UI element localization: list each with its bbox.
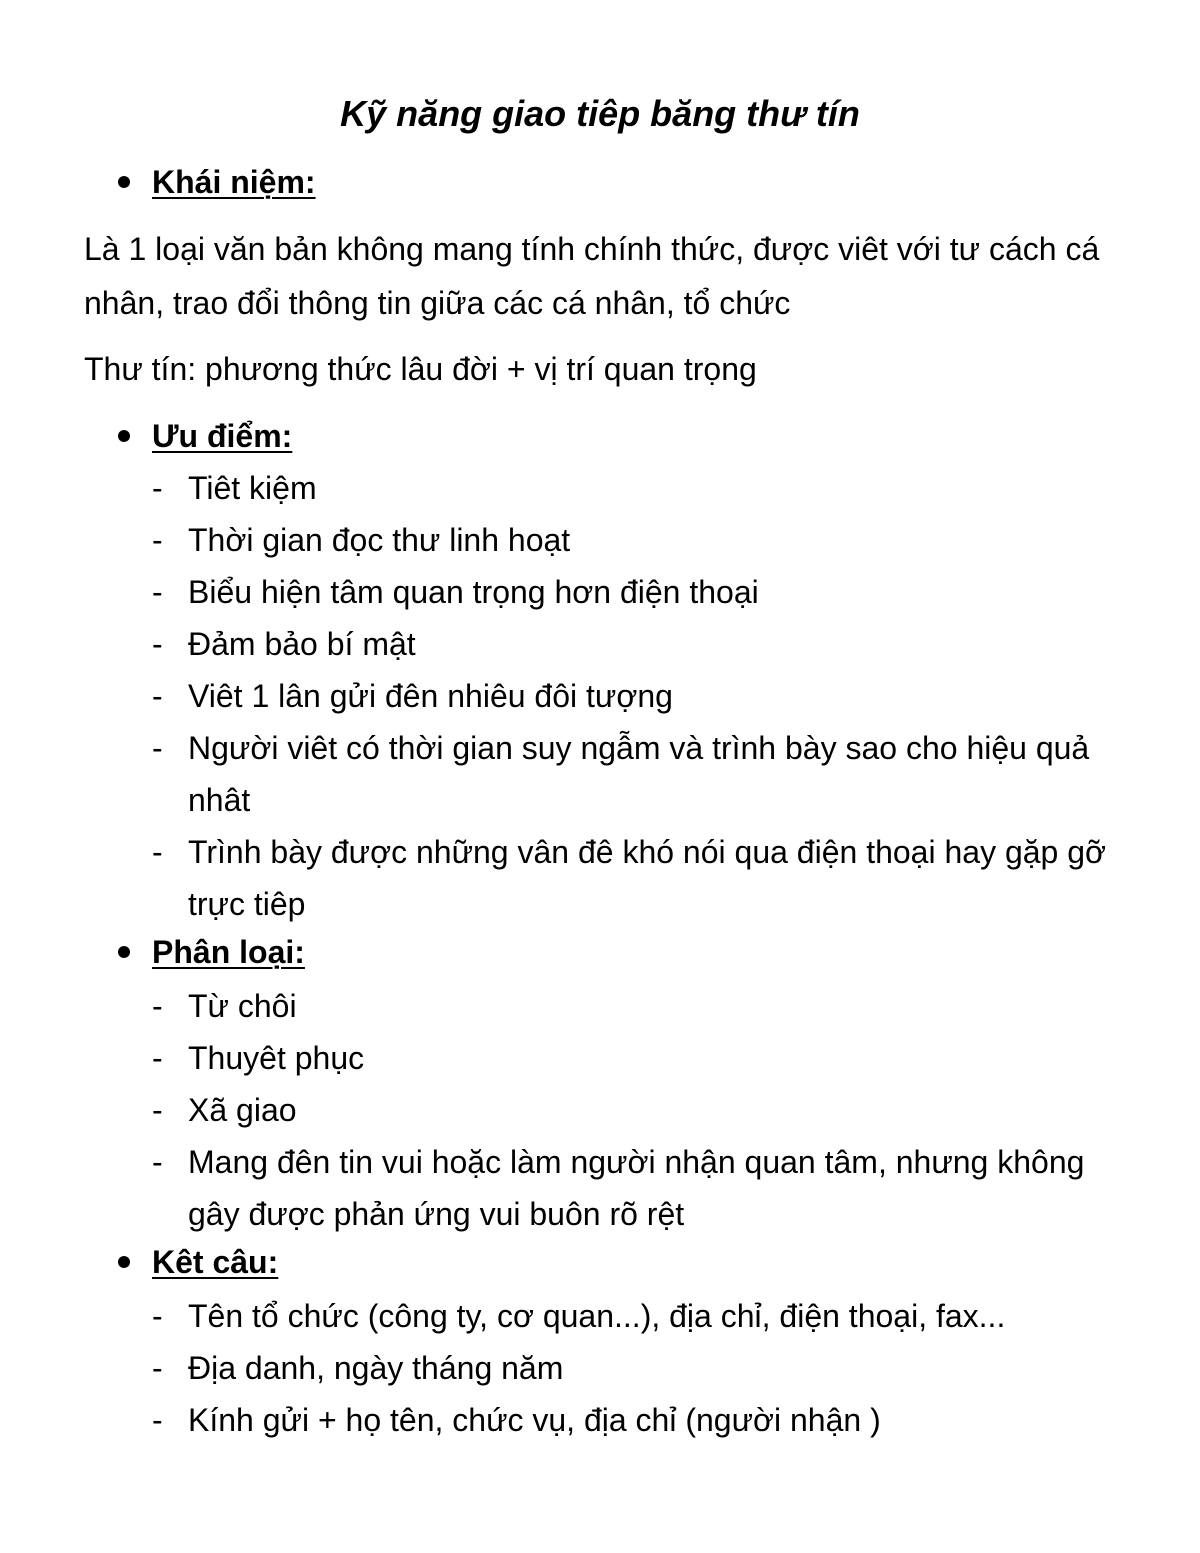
document-title: Kỹ năng giao tiêp băng thư tín bbox=[340, 93, 860, 134]
list-item bbox=[152, 722, 1112, 826]
dash-marker: - bbox=[152, 1040, 163, 1076]
list-item bbox=[152, 462, 1112, 514]
dash-marker: - bbox=[152, 626, 163, 662]
dash-marker: - bbox=[152, 678, 163, 714]
list-item bbox=[152, 1136, 1112, 1240]
dash-marker: - bbox=[152, 1144, 163, 1180]
list-item-text: Viêt 1 lân gửi đên nhiêu đôi tượng bbox=[188, 678, 673, 714]
section-heading-uu-diem bbox=[118, 412, 292, 460]
list-item-text: Thời gian đọc thư linh hoạt bbox=[188, 522, 571, 558]
section-heading-ket-cau bbox=[118, 1238, 278, 1286]
bullet-icon bbox=[118, 176, 130, 188]
list-item-text: Tiêt kiệm bbox=[188, 470, 317, 506]
list-item-text: Người viêt có thời gian suy ngẫm và trình bày sao cho hiệu quả nhât bbox=[188, 730, 1090, 818]
list-item bbox=[152, 566, 1112, 618]
list-item bbox=[152, 670, 1112, 722]
list-item bbox=[152, 1290, 1112, 1342]
dash-marker: - bbox=[152, 730, 163, 766]
list-item-text: Từ chôi bbox=[188, 988, 297, 1024]
list-item-text: Thuyêt phục bbox=[188, 1040, 365, 1076]
list-item-text: Xã giao bbox=[188, 1092, 297, 1128]
dash-marker: - bbox=[152, 470, 163, 506]
list-item-text: Địa danh, ngày tháng năm bbox=[188, 1350, 564, 1386]
section-heading-phan-loai bbox=[118, 928, 305, 976]
section-heading-khai-niem bbox=[118, 158, 316, 206]
list-item bbox=[152, 1394, 1112, 1446]
bullet-icon bbox=[118, 946, 130, 958]
list-item bbox=[152, 980, 1112, 1032]
list-item bbox=[152, 1342, 1112, 1394]
list-item-text: Kính gửi + họ tên, chức vụ, địa chỉ (người nhận ) bbox=[188, 1402, 881, 1438]
dash-marker: - bbox=[152, 988, 163, 1024]
definition-paragraph: Là 1 loại văn bản không mang tính chính thức, được viêt với tư cách cá nhân, trao đổi thông tin giữa các cá nhân, tổ chức bbox=[84, 231, 1100, 321]
list-item-text: Trình bày được những vân đê khó nói qua điện thoại hay gặp gỡ trực tiêp bbox=[188, 834, 1107, 922]
list-item bbox=[152, 826, 1112, 930]
section-heading-label: Ưu điểm: bbox=[152, 418, 293, 454]
list-item bbox=[152, 1032, 1112, 1084]
section-heading-label: Khái niệm: bbox=[152, 164, 316, 200]
dash-marker: - bbox=[152, 522, 163, 558]
list-item-text: Biểu hiện tâm quan trọng hơn điện thoại bbox=[188, 574, 759, 610]
list-item bbox=[152, 618, 1112, 670]
bullet-icon bbox=[118, 430, 130, 442]
dash-marker: - bbox=[152, 1402, 163, 1438]
section-heading-label: Kêt câu: bbox=[152, 1244, 279, 1280]
dash-marker: - bbox=[152, 1350, 163, 1386]
dash-marker: - bbox=[152, 574, 163, 610]
list-item-text: Tên tổ chức (công ty, cơ quan...), địa chỉ, điện thoại, fax... bbox=[188, 1298, 1006, 1334]
history-paragraph: Thư tín: phương thức lâu đời + vị trí quan trọng bbox=[84, 351, 757, 387]
list-item bbox=[152, 1084, 1112, 1136]
list-item-text: Đảm bảo bí mật bbox=[188, 626, 416, 662]
list-item-text: Mang đên tin vui hoặc làm người nhận quan tâm, nhưng không gây được phản ứng vui buôn rõ rệt bbox=[188, 1144, 1085, 1232]
dash-marker: - bbox=[152, 834, 163, 870]
bullet-icon bbox=[118, 1256, 130, 1268]
section-heading-label: Phân loại: bbox=[152, 934, 305, 970]
dash-marker: - bbox=[152, 1092, 163, 1128]
list-item bbox=[152, 514, 1112, 566]
dash-marker: - bbox=[152, 1298, 163, 1334]
